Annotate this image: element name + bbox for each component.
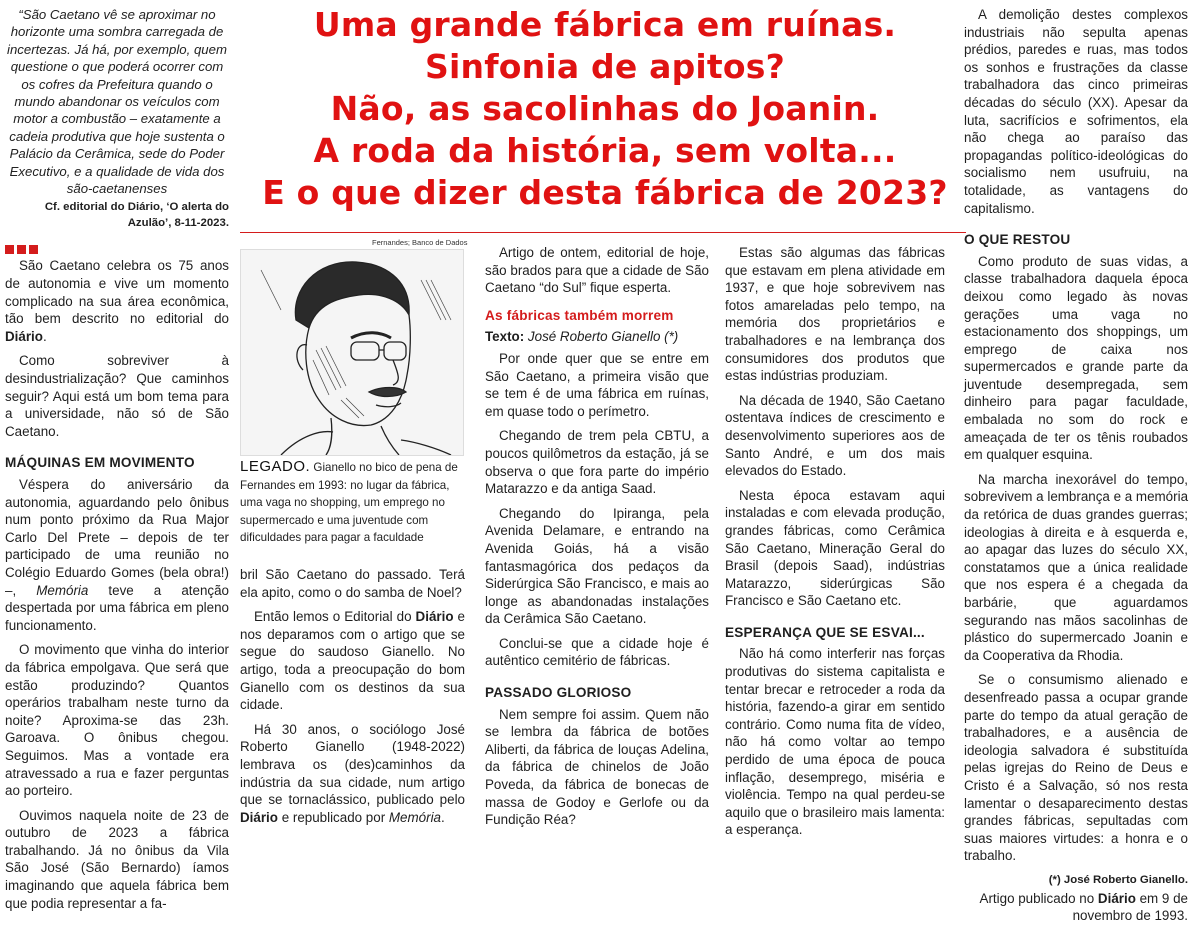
- headline-line: Uma grande fábrica em ruínas.: [313, 5, 897, 44]
- headline: [240, 4, 970, 214]
- epigraph-attribution: Cf. editorial do Diário, ‘O alerta do Azulão’, 8-11-2023.: [44, 201, 229, 230]
- paragraph: Chegando de trem pela CBTU, a poucos quilômetros da estação, já se observa o que fora parte do império Matarazzo e da antiga Saad.: [485, 428, 709, 497]
- paragraph: Ouvimos naquela noite de 23 de outubro de 2023 a fábrica trabalhando. Já no ônibus da Vila São José (São Bernardo) íamos imaginando que aquela fábrica bem que podia representar a fa-: [5, 807, 229, 911]
- paragraph: Nesta época estavam aqui instaladas e com elevada produção, grandes fábricas, como Cerâmica São Caetano, Mineração Geral do Brasil (depois Saad), indústrias Matarazzo, siderúrgicas São Francisco e São Caetano etc.: [725, 487, 945, 609]
- byline: Texto: José Roberto Gianello (*): [485, 329, 679, 345]
- subheading: PASSADO GLORIOSO: [485, 685, 632, 701]
- paragraph: Nem sempre foi assim. Quem não se lembra da fábrica de botões Aliberti, da fábrica de louças Adelina, da fábrica de chinelos de João Poveda, da fábrica de bonecas de massa de Godoy e Gerlofe ou da Fundição Réa?: [485, 706, 709, 828]
- paragraph: Não há como interferir nas forças produtivas do sistema capitalista e tentar brecar e retroceder a roda da história, fazendo-a girar em sentido contrário. Como numa fita de vídeo, não há como voltar ao tempo perdido de uma época de pouca inflação, desemprego, miséria e violência. Tempo na qual perdeu-se aquilo que o brasileiro mais lamenta: a esperança.: [725, 646, 945, 838]
- headline-rule: [240, 232, 966, 233]
- paragraph: O movimento que vinha do interior da fábrica empolgava. Que será que estão produzindo? Quantos operários trabalham neste turno da noite? Aproxima-se das 23h. Garoava. O ônibus chegou. Seguimos. Mas a vontade era atravessado a rua e fazer perguntas ao porteiro.: [5, 642, 229, 799]
- paragraph: São Caetano celebra os 75 anos de autonomia e vive um momento complicado na sua área econômica, tão bem descrito no editorial do Diário.: [5, 258, 229, 344]
- section-marker: [5, 241, 229, 251]
- paragraph: Artigo de ontem, editorial de hoje, são brados para que a cidade de São Caetano “do Sul” fique esperta.: [485, 245, 709, 296]
- pen-drawing-icon: [241, 250, 463, 455]
- paragraph: Na marcha inexorável do tempo, sobrevivem a lembrança e a memória da retórica de duas grandes guerras; ideologias à direita e à esquerda e, ao apagar das luzes do século XX, constatamos que a única realidade que nos espera é a chegada da barbárie, que aguardamos segurando nas mãos sacolinhas de plástico do supermercado Joanin e da Cooperativa da Rhodia.: [964, 471, 1189, 663]
- paragraph: Como produto de suas vidas, a classe trabalhadora daquela época deixou como legado às novas gerações uma vaga no estacionamento dos shoppings, um emprego de caixa nos supermercados e grande parte da juventude desempregada, sem dinheiro para pagar faculdade, embalada no som do rock e ameaçada de ter os tênis roubados em qualquer esquina.: [964, 253, 1188, 463]
- paragraph: Se o consumismo alienado e desenfreado passa a ocupar grande parte do tempo da atual geração de trabalhadores, e a ausência de ideologia salvadora é substituída pelas igrejas do Reino de Deus e Cristo é a Salvação, só nos resta lamentar o desaparecimento destas grandes fábricas, sepultadas com suas maiores virtudes: a honra e o trabalho.: [964, 672, 1188, 864]
- paragraph: Estas são algumas das fábricas que estavam em plena atividade em 1937, e que hoje sobrevivem nas fotos amareladas pelo tempo, na memória dos proprietários e trabalhadores e na lembrança dos consumidores dos produtos que estas indústrias produziam.: [725, 245, 945, 384]
- column-5: [964, 6, 1188, 925]
- subheading: ESPERANÇA QUE SE ESVAI...: [725, 624, 925, 640]
- headline-line: A roda da história, sem volta...: [313, 131, 897, 170]
- headline-line: Não, as sacolinhas do Joanin.: [330, 89, 880, 128]
- column-1: [5, 6, 229, 919]
- paragraph: Chegando do Ipiranga, pela Avenida Delamare, e entrando na Avenida Goiás, há a visão fantasmagórica dos pedaços da Siderúrgica São Francisco, e mais ao longe as abandonadas instalações da Cerâmica São Caetano.: [485, 505, 709, 627]
- paragraph: Na década de 1940, São Caetano ostentava índices de crescimento e desenvolvimento superiores aos de Santo André, e um dos mais elevados do Estado.: [725, 392, 945, 479]
- article-title: As fábricas também morrem: [485, 307, 674, 323]
- subheading: MÁQUINAS EM MOVIMENTO: [5, 455, 195, 471]
- subheading: O QUE RESTOU: [964, 232, 1071, 248]
- paragraph: Há 30 anos, o sociólogo José Roberto Gianello (1948-2022) lembrava os (des)caminhos da indústria da sua cidade, num artigo que se tornaclássico, publicado pelo Diário e republicado por Memória.: [240, 721, 465, 825]
- paragraph: Por onde quer que se entre em São Caetano, a primeira visão que se tem é de uma fábrica em ruínas, em quase todo o perímetro.: [485, 350, 709, 419]
- portrait-illustration: [240, 249, 464, 456]
- paragraph: A demolição destes complexos industriais não sepulta apenas prédios, paredes e ruas, mas todos os sonhos e frustrações da classe trabalhadora das cinco primeiras décadas do século (XX). Apesar da luta, sacrifícios e sofrimentos, ela não chega ao paraíso das propagandas político-ideológicas do socialismo nem usufruiu, na totalidade, as vantagens do capitalismo.: [964, 7, 1188, 216]
- paragraph: Véspera do aniversário da autonomia, aguardando pelo ônibus num ponto próximo da Rua Major Carlo Del Prete – depois de ter participado de uma reunião no Colégio Eduardo Gomes (bela obra!) –, Memória teve a atenção despertada por uma fábrica em pleno funcionamento.: [5, 477, 229, 633]
- column-2: [240, 566, 465, 833]
- photo-credit: Fernandes; Banco de Dados: [372, 238, 468, 247]
- photo-caption: [240, 458, 465, 547]
- caption-text: Gianello no bico de pena de Fernandes em 1993: no lugar da fábrica, uma vaga no shopping, um emprego no supermercado e uma juventude com dificuldades para pagar a faculdade: [240, 461, 458, 545]
- paragraph: Então lemos o Editorial do Diário e nos deparamos com o artigo que se segue do saudoso Gianello. No artigo, toda a preocupação do bom Gianello com os destinos da sua cidade.: [240, 609, 465, 713]
- paragraph: Conclui-se que a cidade hoje é autêntico cemitério de fábricas.: [485, 635, 709, 669]
- paragraph: bril São Caetano do passado. Terá ela apito, como o do samba de Noel?: [240, 567, 465, 600]
- column-3: [485, 244, 709, 836]
- paragraph: Como sobreviver à desindustrialização? Que caminhos seguir? Aqui está um bom tema para a universidade, não só de São Caetano.: [5, 353, 229, 439]
- publication-note: Artigo publicado no Diário em 9 de novembro de 1993.: [979, 890, 1188, 924]
- headline-line: E o que dizer desta fábrica de 2023?: [262, 173, 948, 212]
- headline-line: Sinfonia de apitos?: [425, 47, 785, 86]
- caption-label: LEGADO.: [240, 458, 311, 475]
- column-4: [725, 244, 945, 846]
- epigraph-quote: “São Caetano vê se aproximar no horizonte uma sombra carregada de incertezas. Já há, por exemplo, quem questione o que poderá ocorrer com os cofres da Prefeitura quando o mundo abandonar os veículos com motor a combustão – exatamente a cadeia produtiva que hoje sustenta o Palácio da Cerâmica, sede do Poder Executivo, e a qualidade de vida dos são-caetanenses: [7, 7, 227, 197]
- author-footnote: (*) José Roberto Gianello.: [1048, 873, 1188, 886]
